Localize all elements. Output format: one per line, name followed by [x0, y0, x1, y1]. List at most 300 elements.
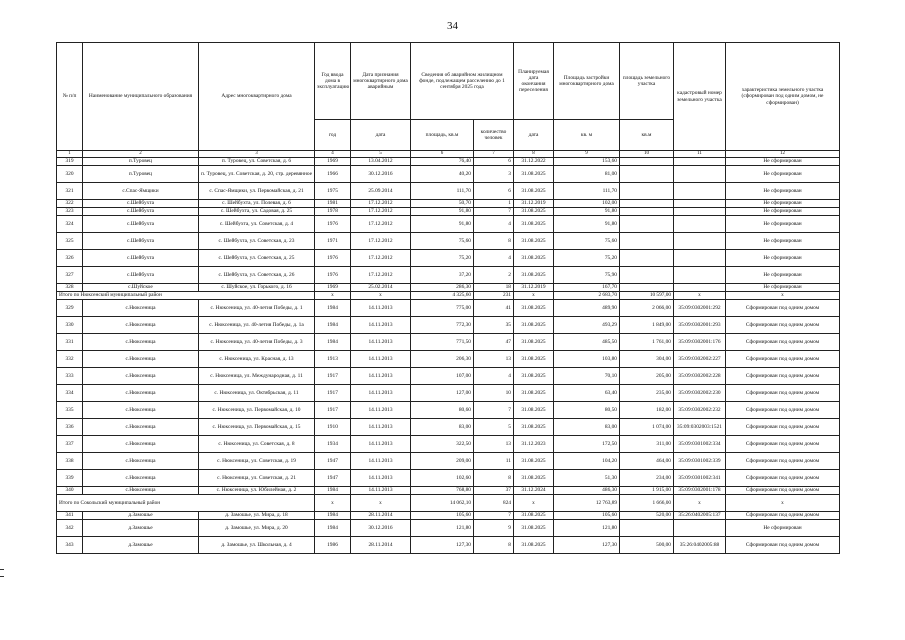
cell-area: 14 062,10 [411, 495, 474, 512]
cell-land-area: 1 074,00 [620, 419, 674, 436]
unit-sqm2: кв.м [620, 120, 674, 151]
table-row [57, 470, 840, 487]
cell-year: 1913 [315, 351, 351, 368]
total-label: Итого по Нюксенский муниципальный район [57, 292, 315, 300]
cell-built-area: 172,50 [554, 436, 620, 453]
cell-planned-date: 31.08.2025 [514, 520, 554, 537]
unit-area: площадь, кв.м [411, 120, 474, 151]
cell-people: 11 [474, 453, 514, 470]
cell-num: 320 [57, 166, 83, 183]
cell-address: с. Нюксеница, ул. 40-летия Победы, д. 1 [199, 300, 315, 317]
cell-cadastral: 35:09:0301002:341 [674, 470, 726, 487]
table-row [57, 233, 840, 250]
header-cadastral: кадастровый номер земельного участка [674, 43, 726, 151]
cell-year: 1984 [315, 487, 351, 495]
cell-planned-date: x [514, 292, 554, 300]
column-number: 7 [474, 151, 514, 158]
cell-num: 327 [57, 267, 83, 284]
cell-land-area: 205,00 [620, 368, 674, 385]
cell-built-area: 75,20 [554, 250, 620, 267]
cell-municipality: с.Шейбухта [83, 250, 199, 267]
table-row [57, 250, 840, 267]
resettlement-table-sheet [56, 42, 839, 554]
cell-land-char: Сформирован под одним домом [726, 317, 840, 334]
cell-address: с. Нюксеница, ул. Первомайская, д. 15 [199, 419, 315, 436]
cell-cadastral [674, 183, 726, 200]
cell-area: 775,00 [411, 300, 474, 317]
cell-land-area [620, 158, 674, 166]
unit-year: год [315, 120, 351, 151]
cell-land-area [620, 520, 674, 537]
header-address: Адрес многоквартирного дома [199, 43, 315, 151]
column-number: 3 [199, 151, 315, 158]
cell-year: 1917 [315, 402, 351, 419]
cell-address: с. Нюксеница, ул. Советская, д. 19 [199, 453, 315, 470]
cell-year: 1986 [315, 537, 351, 554]
cell-land-char: x [726, 292, 840, 300]
cell-land-char: Не сформирован [726, 166, 840, 183]
cell-people: 6 [474, 158, 514, 166]
cell-planned-date: 31.08.2025 [514, 351, 554, 368]
column-number: 4 [315, 151, 351, 158]
cell-municipality: п.Туровец [83, 158, 199, 166]
table-row [57, 520, 840, 537]
cell-num: 330 [57, 317, 83, 334]
cell-municipality: с.Нюксеница [83, 351, 199, 368]
column-number: 9 [554, 151, 620, 158]
cell-land-area [620, 233, 674, 250]
cell-planned-date: 31.08.2025 [514, 537, 554, 554]
cell-num: 324 [57, 216, 83, 233]
cell-planned-date: 31.08.2025 [514, 512, 554, 520]
cell-land-area [620, 166, 674, 183]
cell-built-area: 486,30 [554, 487, 620, 495]
cell-land-char: Сформирован под одним домом [726, 334, 840, 351]
cell-num: 322 [57, 200, 83, 208]
table-row [57, 368, 840, 385]
cell-cadastral: 35:26:0402005:88 [674, 537, 726, 554]
cell-people: 47 [474, 334, 514, 351]
cell-address: с. Нюксеница, ул. Первомайская, д. 10 [199, 402, 315, 419]
page-edge-mark [0, 569, 4, 577]
cell-municipality: с.Нюксеница [83, 385, 199, 402]
cell-land-char: Не сформирован [726, 183, 840, 200]
cell-municipality: с.Нюксеница [83, 436, 199, 453]
cell-cadastral: x [674, 495, 726, 512]
cell-land-area [620, 216, 674, 233]
cell-people: 7 [474, 208, 514, 216]
cell-people: 8 [474, 470, 514, 487]
cell-date: 25.02.2014 [351, 284, 411, 292]
cell-cadastral [674, 208, 726, 216]
column-number: 11 [674, 151, 726, 158]
cell-land-char: Сформирован под одним домом [726, 402, 840, 419]
cell-address: с. Шейбухта, ул. Полевая, д. 6 [199, 200, 315, 208]
cell-area: 76,40 [411, 158, 474, 166]
cell-planned-date: 31.08.2025 [514, 300, 554, 317]
cell-land-area [620, 284, 674, 292]
cell-land-area: 1 761,00 [620, 334, 674, 351]
cell-people: 41 [474, 300, 514, 317]
column-number: 5 [351, 151, 411, 158]
cell-planned-date: 31.08.2025 [514, 216, 554, 233]
cell-land-char: Сформирован под одним домом [726, 368, 840, 385]
header-built-area: Площадь застройки многоквартирного дома [554, 43, 620, 120]
table-row [57, 436, 840, 453]
cell-num: 339 [57, 470, 83, 487]
cell-land-area: 234,00 [620, 470, 674, 487]
cell-land-char: Не сформирован [726, 233, 840, 250]
column-number: 10 [620, 151, 674, 158]
cell-date: 14.11.2013 [351, 470, 411, 487]
header-fund-info: Сведения об аварийном жилищном фонде, подлежащем расселению до 1 сентября 2025 года [411, 43, 514, 120]
cell-date: 14.11.2013 [351, 402, 411, 419]
cell-year: 1976 [315, 267, 351, 284]
cell-year: 1969 [315, 158, 351, 166]
cell-area: 768,80 [411, 487, 474, 495]
cell-area: 83,00 [411, 419, 474, 436]
cell-municipality: д.Замошье [83, 520, 199, 537]
cell-date: 14.11.2013 [351, 453, 411, 470]
cell-cadastral: 35:26:0402005:137 [674, 512, 726, 520]
cell-date: 17.12.2012 [351, 267, 411, 284]
cell-land-char: Сформирован под одним домом [726, 351, 840, 368]
cell-built-area: 485,50 [554, 334, 620, 351]
cell-num: 331 [57, 334, 83, 351]
cell-land-area: 1 915,00 [620, 487, 674, 495]
table-row [57, 183, 840, 200]
cell-built-area: 51,30 [554, 470, 620, 487]
cell-planned-date: 31.08.2025 [514, 368, 554, 385]
cell-people: 4 [474, 216, 514, 233]
cell-people: 35 [474, 317, 514, 334]
cell-planned-date: 31.08.2025 [514, 183, 554, 200]
cell-address: с. Нюксеница, ул. Международная, д. 11 [199, 368, 315, 385]
cell-year: 1969 [315, 284, 351, 292]
cell-address: с. Нюксеница, ул. Советская, д. 8 [199, 436, 315, 453]
cell-date: 14.11.2013 [351, 351, 411, 368]
cell-built-area: 91,80 [554, 216, 620, 233]
header-date-recognition: Дата признания многоквартирного дома аварийным [351, 43, 411, 120]
cell-area: 127,00 [411, 385, 474, 402]
cell-year: 1910 [315, 419, 351, 436]
cell-cadastral: 35:09:0302002:227 [674, 351, 726, 368]
cell-people: 8 [474, 537, 514, 554]
cell-built-area: 167,70 [554, 284, 620, 292]
cell-cadastral: x [674, 292, 726, 300]
cell-planned-date: 31.08.2025 [514, 419, 554, 436]
table-row [57, 267, 840, 284]
cell-planned-date: 31.08.2025 [514, 453, 554, 470]
cell-people: 5 [474, 419, 514, 436]
cell-people: 13 [474, 351, 514, 368]
cell-date: 25.09.2014 [351, 183, 411, 200]
cell-date: x [351, 292, 411, 300]
cell-built-area: 103,80 [554, 351, 620, 368]
cell-date: 17.12.2012 [351, 233, 411, 250]
cell-cadastral: 35:09:0302001:293 [674, 317, 726, 334]
table-row [57, 208, 840, 216]
cell-num: 338 [57, 453, 83, 470]
cell-planned-date: 31.08.2025 [514, 385, 554, 402]
cell-land-char: Сформирован под одним домом [726, 470, 840, 487]
cell-people: 4 [474, 368, 514, 385]
header-land-char: характеристика земельного участка (сформирован под одним домом, не сформирован) [726, 43, 840, 151]
cell-people: 2 [474, 267, 514, 284]
cell-area: 75,60 [411, 233, 474, 250]
cell-planned-date: 31.08.2025 [514, 317, 554, 334]
cell-built-area: 153,60 [554, 158, 620, 166]
cell-cadastral [674, 250, 726, 267]
cell-land-char: Не сформирован [726, 200, 840, 208]
cell-date: 14.11.2013 [351, 300, 411, 317]
cell-built-area: 75,90 [554, 267, 620, 284]
cell-planned-date: x [514, 495, 554, 512]
cell-area: 771,50 [411, 334, 474, 351]
cell-year: 1947 [315, 470, 351, 487]
cell-municipality: с.Нюксеница [83, 317, 199, 334]
cell-cadastral: 35:09:0302001:292 [674, 300, 726, 317]
cell-address: д. Замошье, ул. Мира, д. 20 [199, 520, 315, 537]
cell-cadastral: 35:09:0302001:176 [674, 334, 726, 351]
cell-built-area: 80,50 [554, 402, 620, 419]
cell-people: 9 [474, 520, 514, 537]
cell-cadastral [674, 158, 726, 166]
cell-address: с. Нюксеница, ул. Красная, д. 13 [199, 351, 315, 368]
cell-land-char: Сформирован под одним домом [726, 512, 840, 520]
cell-land-area: 235,00 [620, 385, 674, 402]
cell-address: п. Туровец, ул. Советская, д. 6 [199, 158, 315, 166]
table-row [57, 200, 840, 208]
cell-date: 14.11.2013 [351, 487, 411, 495]
cell-people: 10 [474, 385, 514, 402]
cell-municipality: с.Шуйское [83, 284, 199, 292]
table-row [57, 351, 840, 368]
cell-year: 1981 [315, 200, 351, 208]
cell-built-area: 121,80 [554, 520, 620, 537]
cell-land-char: Не сформирован [726, 158, 840, 166]
table-row [57, 166, 840, 183]
cell-land-area [620, 200, 674, 208]
cell-municipality: с.Нюксеница [83, 487, 199, 495]
cell-planned-date: 31.08.2025 [514, 208, 554, 216]
table-row [57, 300, 840, 317]
cell-date: 17.12.2012 [351, 208, 411, 216]
cell-date: 17.12.2012 [351, 216, 411, 233]
cell-date: 14.11.2013 [351, 436, 411, 453]
table-row [57, 487, 840, 495]
cell-year: 1976 [315, 250, 351, 267]
cell-num: 326 [57, 250, 83, 267]
cell-area: 91,80 [411, 216, 474, 233]
cell-address: с. Нюксеница, ул. Октябрьская, д. 11 [199, 385, 315, 402]
table-row [57, 158, 840, 166]
cell-planned-date: 31.12.2019 [514, 284, 554, 292]
cell-num: 321 [57, 183, 83, 200]
cell-people: 18 [474, 284, 514, 292]
cell-land-char: Сформирован под одним домом [726, 537, 840, 554]
cell-planned-date: 31.08.2025 [514, 250, 554, 267]
cell-land-char: Сформирован под одним домом [726, 300, 840, 317]
cell-year: 1971 [315, 233, 351, 250]
cell-cadastral [674, 166, 726, 183]
cell-area: 127,30 [411, 537, 474, 554]
cell-land-area: 304,00 [620, 351, 674, 368]
cell-municipality: д.Замошье [83, 537, 199, 554]
cell-date: 13.04.2012 [351, 158, 411, 166]
cell-cadastral: 35:09:0301002:334 [674, 436, 726, 453]
cell-address: д. Замошье, ул. Мира, д. 18 [199, 512, 315, 520]
cell-num: 319 [57, 158, 83, 166]
cell-built-area: 104,20 [554, 453, 620, 470]
cell-cadastral [674, 267, 726, 284]
cell-area: 102,60 [411, 470, 474, 487]
cell-planned-date: 31.12.2022 [514, 158, 554, 166]
cell-planned-date: 31.08.2025 [514, 166, 554, 183]
cell-planned-date: 31.12.2023 [514, 436, 554, 453]
cell-cadastral: 35:09:0302002:232 [674, 402, 726, 419]
cell-built-area: 83,00 [554, 419, 620, 436]
cell-address: п. Туровец, ул. Советская, д. 20, стр. деревянное [199, 166, 315, 183]
cell-planned-date: 31.08.2025 [514, 470, 554, 487]
cell-address: д. Замошье, ул. Школьная, д. 4 [199, 537, 315, 554]
unit-date: дата [351, 120, 411, 151]
cell-cadastral: 35:09:0301002:339 [674, 453, 726, 470]
cell-municipality: с.Нюксеница [83, 419, 199, 436]
cell-cadastral [674, 520, 726, 537]
cell-built-area: 493,29 [554, 317, 620, 334]
cell-land-area [620, 267, 674, 284]
cell-land-char: Не сформирован [726, 267, 840, 284]
cell-people: 37 [474, 487, 514, 495]
cell-built-area: 63,40 [554, 385, 620, 402]
cell-land-char: Сформирован под одним домом [726, 487, 840, 495]
cell-land-area [620, 208, 674, 216]
cell-people: 13 [474, 436, 514, 453]
cell-municipality: с.Нюксеница [83, 300, 199, 317]
cell-people: 1 [474, 200, 514, 208]
cell-address: с. Спас-Ямщики, ул. Первомайская, д. 21 [199, 183, 315, 200]
table-row [57, 537, 840, 554]
cell-cadastral [674, 200, 726, 208]
cell-num: 342 [57, 520, 83, 537]
cell-area: 111,70 [411, 183, 474, 200]
cell-area: 105,60 [411, 512, 474, 520]
cell-built-area: 81,00 [554, 166, 620, 183]
cell-land-char: Сформирован под одним домом [726, 453, 840, 470]
cell-date: 14.11.2013 [351, 385, 411, 402]
cell-date: 28.11.2014 [351, 512, 411, 520]
cell-area: 107,00 [411, 368, 474, 385]
cell-people: 7 [474, 512, 514, 520]
cell-date: 17.12.2012 [351, 250, 411, 267]
cell-land-char: Сформирован под одним домом [726, 419, 840, 436]
cell-land-area: 2 066,00 [620, 300, 674, 317]
table-row [57, 419, 840, 436]
cell-year: 1976 [315, 216, 351, 233]
cell-cadastral [674, 233, 726, 250]
cell-year: 1947 [315, 453, 351, 470]
cell-area: 40,20 [411, 166, 474, 183]
cell-built-area: 102,00 [554, 200, 620, 208]
header-municipality: Наименование муниципального образования [83, 43, 199, 151]
cell-built-area: 489,90 [554, 300, 620, 317]
cell-municipality: с.Нюксеница [83, 368, 199, 385]
cell-address: с. Шейбухта, ул. Советская, д. 26 [199, 267, 315, 284]
cell-address: с. Шуйское, ул. Горького, д. 16 [199, 284, 315, 292]
cell-land-area: 311,00 [620, 436, 674, 453]
cell-address: с. Нюксеница, ул. 40-летия Победы, д. 3 [199, 334, 315, 351]
cell-year: 1984 [315, 317, 351, 334]
cell-num: 323 [57, 208, 83, 216]
cell-municipality: с.Шейбухта [83, 216, 199, 233]
cell-land-area [620, 183, 674, 200]
cell-municipality: с.Нюксеница [83, 470, 199, 487]
cell-num: 336 [57, 419, 83, 436]
table-body [57, 151, 840, 554]
cell-date: 14.11.2013 [351, 419, 411, 436]
cell-area: 75,20 [411, 250, 474, 267]
cell-cadastral: 35:09:0302002:228 [674, 368, 726, 385]
table-row [57, 334, 840, 351]
cell-people: 231 [474, 292, 514, 300]
cell-land-char: Не сформирован [726, 284, 840, 292]
cell-year: 1917 [315, 385, 351, 402]
header-land-area: площадь земельного участка [620, 43, 674, 120]
cell-built-area: 12 763,89 [554, 495, 620, 512]
total-row [57, 292, 840, 300]
cell-address: с. Шейбухта, ул. Советская, д. 25 [199, 250, 315, 267]
cell-land-area [620, 250, 674, 267]
cell-municipality: с.Нюксеница [83, 453, 199, 470]
cell-address: с. Нюксеница, ул. 40-летия Победы, д. 1а [199, 317, 315, 334]
cell-year: 1917 [315, 368, 351, 385]
cell-year: 1984 [315, 520, 351, 537]
cell-date: 17.12.2012 [351, 200, 411, 208]
table-row [57, 317, 840, 334]
cell-people: 824 [474, 495, 514, 512]
cell-num: 334 [57, 385, 83, 402]
cell-num: 332 [57, 351, 83, 368]
cell-year: 1984 [315, 512, 351, 520]
cell-area: 121,80 [411, 520, 474, 537]
cell-municipality: п.Туровец [83, 166, 199, 183]
cell-land-area: 1 666,00 [620, 495, 674, 512]
cell-land-char: x [726, 495, 840, 512]
cell-people: 3 [474, 166, 514, 183]
cell-num: 340 [57, 487, 83, 495]
table-row [57, 402, 840, 419]
cell-date: x [351, 495, 411, 512]
cell-built-area: 75,60 [554, 233, 620, 250]
cell-municipality: с.Шейбухта [83, 200, 199, 208]
cell-cadastral: 35:09:0302001:178 [674, 487, 726, 495]
unit-people: количество человек [474, 120, 514, 151]
cell-planned-date: 31.12.2019 [514, 200, 554, 208]
cell-num: 337 [57, 436, 83, 453]
cell-land-area: 500,00 [620, 537, 674, 554]
cell-address: с. Шейбухта, ул. Советская, д. 23 [199, 233, 315, 250]
cell-address: с. Шейбухта, ул. Садовая, д. 25 [199, 208, 315, 216]
cell-municipality: с.Спас-Ямщики [83, 183, 199, 200]
cell-area: 50,70 [411, 200, 474, 208]
column-number: 2 [83, 151, 199, 158]
unit-date2: дата [514, 120, 554, 151]
cell-people: 6 [474, 183, 514, 200]
cell-built-area: 70,10 [554, 368, 620, 385]
cell-address: с. Нюксеница, ул. Советская, д. 21 [199, 470, 315, 487]
table-row [57, 453, 840, 470]
